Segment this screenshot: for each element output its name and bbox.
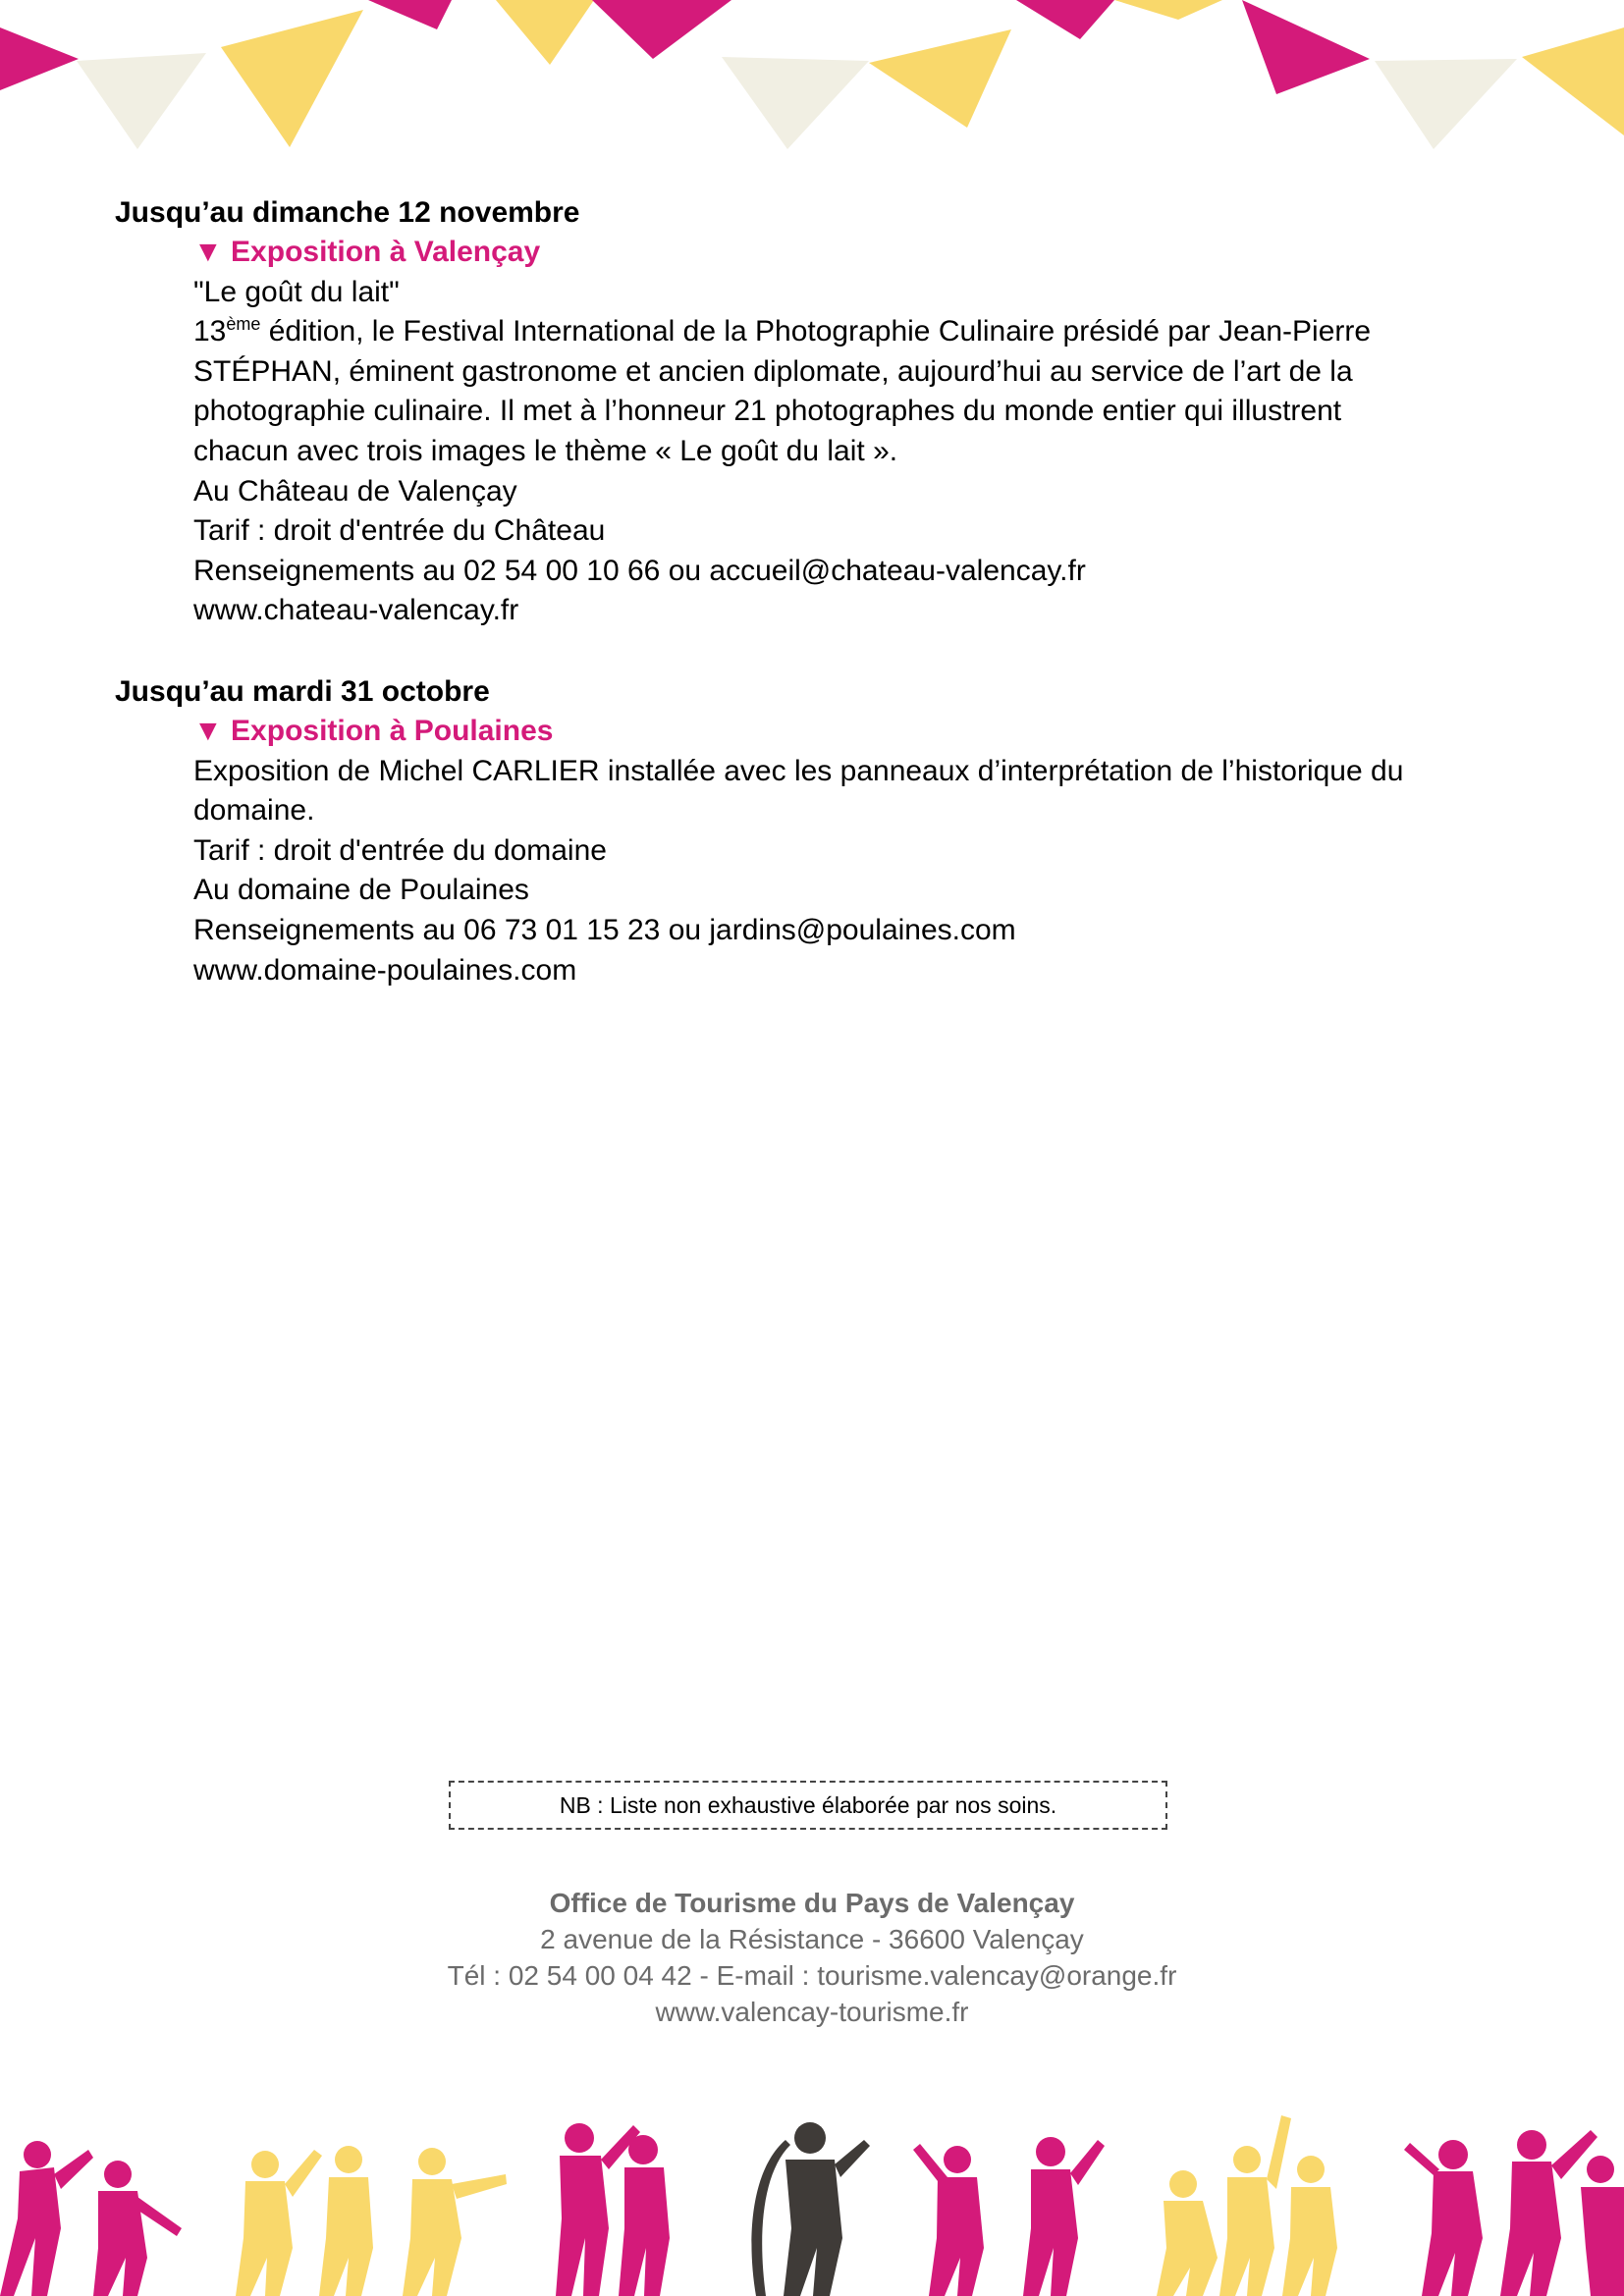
event-valencay xyxy=(115,193,1489,631)
event-title: ▼ Exposition à Poulaines xyxy=(193,715,554,747)
event-poulaines xyxy=(115,672,1489,990)
event-description-line: STÉPHAN, éminent gastronome et ancien diplomate, aujourd’hui au service de l’art de la xyxy=(193,354,1353,388)
event-description-line: domaine. xyxy=(193,794,315,828)
dancing-silhouettes-icon xyxy=(0,2110,1624,2296)
event-description-line: chacun avec trois images le thème « Le goût du lait ». xyxy=(193,434,898,467)
event-description-line: photographie culinaire. Il met à l’honneur 21 photographes du monde entier qui illustrent xyxy=(193,395,1342,428)
event-description-line: Exposition de Michel CARLIER installée avec les panneaux d’interprétation de l’historique du xyxy=(193,754,1404,787)
footer-website: www.valencay-tourisme.fr xyxy=(655,1997,969,2027)
event-website: www.domaine-poulaines.com xyxy=(193,953,577,987)
event-title: ▼ Exposition à Valençay xyxy=(193,236,541,268)
triangle-down-icon: ▼ xyxy=(193,236,223,268)
nb-note: NB : Liste non exhaustive élaborée par nos soins. xyxy=(449,1781,1167,1830)
footer-org: Office de Tourisme du Pays de Valençay xyxy=(549,1888,1075,1918)
event-location: Au domaine de Poulaines xyxy=(193,874,529,907)
footer-contact: Tél : 02 54 00 04 42 - E-mail : tourisme.valencay@orange.fr xyxy=(447,1960,1177,1991)
event-subtitle: "Le goût du lait" xyxy=(193,275,400,308)
event-website: www.chateau-valencay.fr xyxy=(193,594,519,627)
event-date: Jusqu’au dimanche 12 novembre xyxy=(115,196,580,229)
event-tarif: Tarif : droit d'entrée du domaine xyxy=(193,833,607,867)
event-contact: Renseignements au 02 54 00 10 66 ou accueil@chateau-valencay.fr xyxy=(193,554,1086,587)
event-location: Au Château de Valençay xyxy=(193,474,517,507)
footer-address: 2 avenue de la Résistance - 36600 Valençay xyxy=(540,1924,1084,1954)
event-description-line: 13ème édition, le Festival International de la Photographie Culinaire présidé par Jean-Pierre xyxy=(193,314,1372,348)
footer xyxy=(0,1885,1624,2030)
event-date: Jusqu’au mardi 31 octobre xyxy=(115,675,490,708)
event-tarif: Tarif : droit d'entrée du Château xyxy=(193,514,606,548)
bunting-flags-icon xyxy=(0,0,1624,157)
event-contact: Renseignements au 06 73 01 15 23 ou jardins@poulaines.com xyxy=(193,913,1016,946)
triangle-down-icon: ▼ xyxy=(193,715,223,747)
